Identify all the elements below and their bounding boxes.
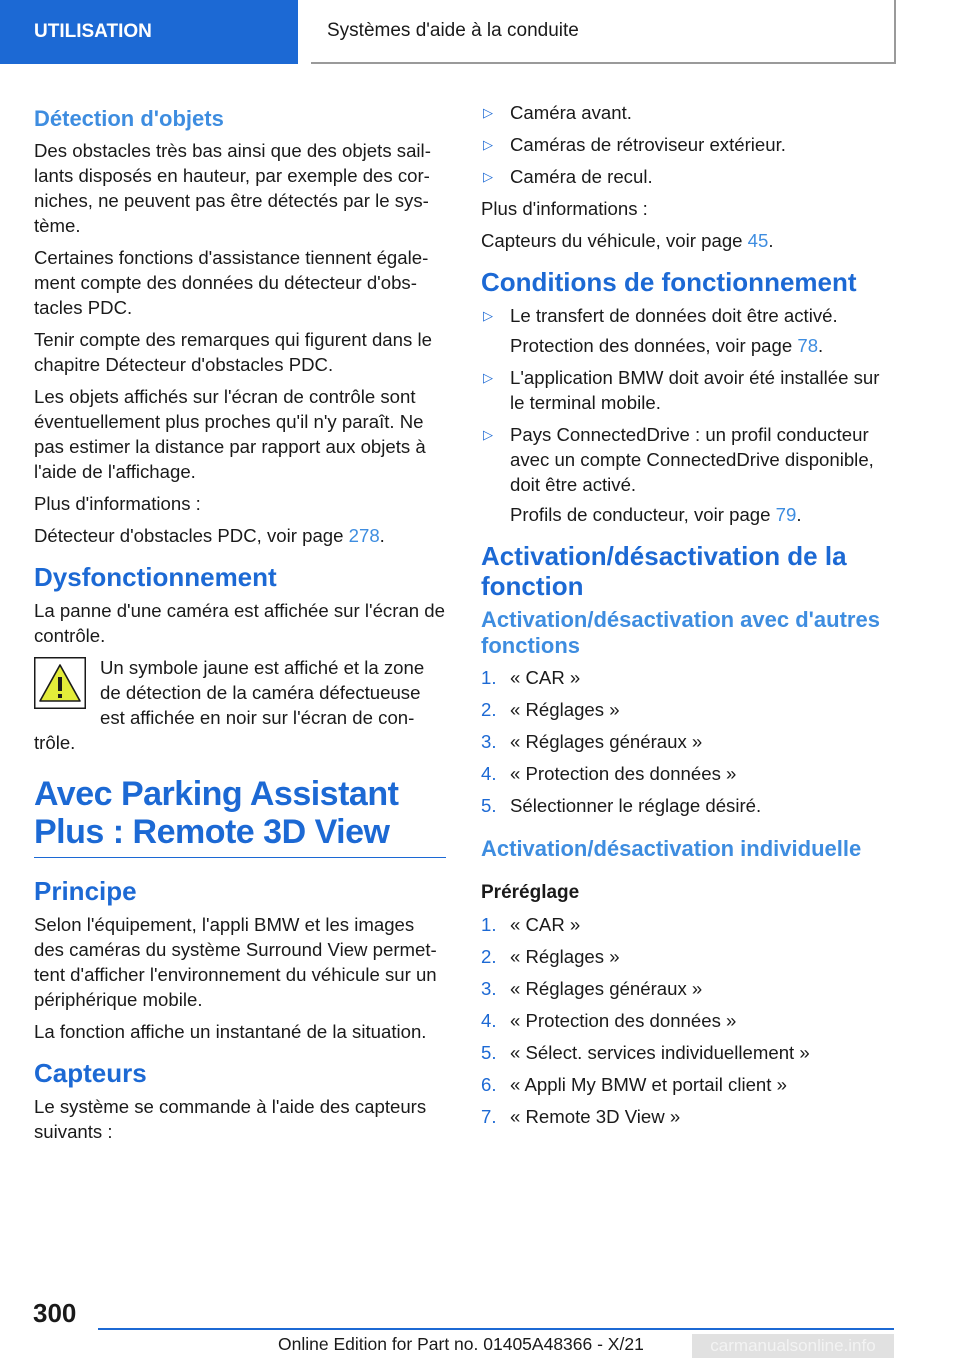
page-link-278[interactable]: 278 (348, 525, 380, 546)
paragraph: La fonction affiche un instantané de la situation. (34, 1021, 427, 1042)
list-item (481, 976, 893, 1001)
step-text: Sélectionner le réglage désiré. (510, 795, 762, 816)
heading-conditions: Conditions de fonctionnement (481, 267, 857, 297)
bullet-triangle-icon: ▷ (483, 137, 493, 152)
cross-reference (510, 502, 893, 527)
heading-activation: Activation/désactivation de la fonction (481, 541, 847, 601)
reference-text: Protection des données, voir page (510, 335, 798, 356)
list-item-text: Caméras de rétroviseur extérieur. (510, 134, 786, 155)
more-info-label: Plus d'informations : (481, 198, 648, 219)
list-item-text: L'application BMW doit avoir été installée sur le terminal mobile. (510, 367, 880, 413)
step-text: « Appli My BMW et portail client » (510, 1074, 787, 1095)
step-text: « Réglages » (510, 946, 620, 967)
paragraph: Certaines fonctions d'assistance tiennent également compte des données du détecteur d'obstacles PDC. (34, 247, 429, 318)
footer-rule (98, 1328, 894, 1330)
step-number: 1. (481, 667, 497, 688)
step-number: 4. (481, 1010, 497, 1031)
paragraph: Selon l'équipement, l'appli BMW et les images des caméras du système Surround View permettent d'afficher l'environnement du véhicule sur un périphérique mobile. (34, 914, 437, 1010)
list-item (481, 665, 893, 690)
paragraph: Tenir compte des remarques qui figurent dans le chapitre Détecteur d'obstacles PDC. (34, 329, 432, 375)
list-item (481, 303, 893, 358)
bullet-triangle-icon: ▷ (483, 308, 493, 323)
list-item (481, 761, 893, 786)
warning-note (34, 655, 446, 755)
list-item (481, 793, 893, 818)
step-text: « Protection des données » (510, 1010, 737, 1031)
chapter-tab: UTILISATION (0, 0, 298, 64)
heading-principe: Principe (34, 876, 137, 906)
list-item (481, 912, 893, 937)
list-item-text: Le transfert de données doit être activé. (510, 305, 838, 326)
step-text: « Remote 3D View » (510, 1106, 681, 1127)
bullet-triangle-icon: ▷ (483, 427, 493, 442)
paragraph: La panne d'une caméra est affichée sur l'écran de contrôle. (34, 600, 445, 646)
reference-period: . (818, 335, 824, 356)
step-number: 2. (481, 946, 497, 967)
step-number: 4. (481, 763, 497, 784)
list-item (481, 422, 893, 527)
list-item (481, 1104, 893, 1129)
list-item-text: Caméra avant. (510, 102, 632, 123)
list-item (481, 697, 893, 722)
step-number: 5. (481, 795, 497, 816)
bullet-triangle-icon: ▷ (483, 370, 493, 385)
step-text: « CAR » (510, 914, 581, 935)
camera-list (481, 100, 893, 189)
watermark: carmanualsonline.info (692, 1334, 894, 1358)
paragraph: Le système se commande à l'aide des capteurs suivants : (34, 1096, 427, 1142)
left-column (34, 100, 446, 1151)
step-number: 1. (481, 914, 497, 935)
heading-detection: Détection d'objets (34, 106, 224, 131)
heading-activation-autres: Activation/désactivation avec d'autres fonctions (481, 607, 880, 658)
heading-underline (34, 857, 446, 858)
step-text: « Réglages généraux » (510, 978, 703, 999)
cross-reference (34, 523, 446, 548)
list-item (481, 729, 893, 754)
more-info-label: Plus d'informations : (34, 493, 201, 514)
footer-edition: Online Edition for Part no. 01405A48366 - X/21 (278, 1334, 644, 1354)
step-text: « CAR » (510, 667, 581, 688)
reference-text: Détecteur d'obstacles PDC, voir page (34, 525, 349, 546)
page-link-79[interactable]: 79 (775, 504, 797, 525)
list-item (481, 132, 893, 157)
step-text: « Réglages généraux » (510, 731, 703, 752)
reference-text: Capteurs du véhicule, voir page (481, 230, 748, 251)
step-number: 2. (481, 699, 497, 720)
list-item-text: Caméra de recul. (510, 166, 653, 187)
step-number: 6. (481, 1074, 497, 1095)
step-text: « Protection des données » (510, 763, 737, 784)
page-link-78[interactable]: 78 (797, 335, 819, 356)
heading-capteurs: Capteurs (34, 1058, 147, 1088)
heading-prereglage: Préréglage (481, 882, 580, 903)
steps-list-b (481, 912, 893, 1129)
list-item (481, 365, 893, 415)
paragraph: Des obstacles très bas ainsi que des objets saillants disposés en hauteur, par exemple des corniches, ne peuvent pas être détectés par le système. (34, 140, 431, 236)
cross-reference (510, 333, 893, 358)
heading-dysfonctionnement: Dysfonctionnement (34, 562, 277, 592)
conditions-list (481, 303, 893, 527)
warning-triangle-icon (34, 657, 86, 709)
right-column (481, 100, 893, 1136)
reference-period: . (796, 504, 802, 525)
heading-remote-3d-view: Avec Parking Assistant Plus : Remote 3D View (34, 775, 399, 851)
step-number: 5. (481, 1042, 497, 1063)
heading-individuelle: Activation/désactivation individuelle (481, 836, 862, 861)
steps-list-a (481, 665, 893, 818)
list-item (481, 100, 893, 125)
list-item-text: Pays ConnectedDrive : un profil conducteur avec un compte ConnectedDrive disponible, doit être activé. (510, 424, 874, 495)
page-link-45[interactable]: 45 (747, 230, 769, 251)
paragraph: Les objets affichés sur l'écran de contrôle sont éventuellement plus proches qu'il n'y paraît. Ne pas estimer la distance par rapport aux objets à l'aide de l'affichage. (34, 386, 426, 482)
section-title: Systèmes d'aide à la conduite (311, 0, 896, 64)
warning-text: Un symbole jaune est affiché et la zone de détection de la caméra défectueuse est affichée en noir sur l'écran de contrôle. (34, 657, 425, 753)
page-number: 300 (33, 1298, 77, 1328)
step-number: 3. (481, 978, 497, 999)
list-item (481, 1008, 893, 1033)
step-number: 7. (481, 1106, 497, 1127)
reference-period: . (379, 525, 385, 546)
step-number: 3. (481, 731, 497, 752)
cross-reference (481, 228, 893, 253)
bullet-triangle-icon: ▷ (483, 105, 493, 120)
list-item (481, 1072, 893, 1097)
list-item (481, 1040, 893, 1065)
list-item (481, 944, 893, 969)
bullet-triangle-icon: ▷ (483, 169, 493, 184)
step-text: « Sélect. services individuellement » (510, 1042, 810, 1063)
reference-text: Profils de conducteur, voir page (510, 504, 776, 525)
reference-period: . (768, 230, 774, 251)
step-text: « Réglages » (510, 699, 620, 720)
list-item (481, 164, 893, 189)
